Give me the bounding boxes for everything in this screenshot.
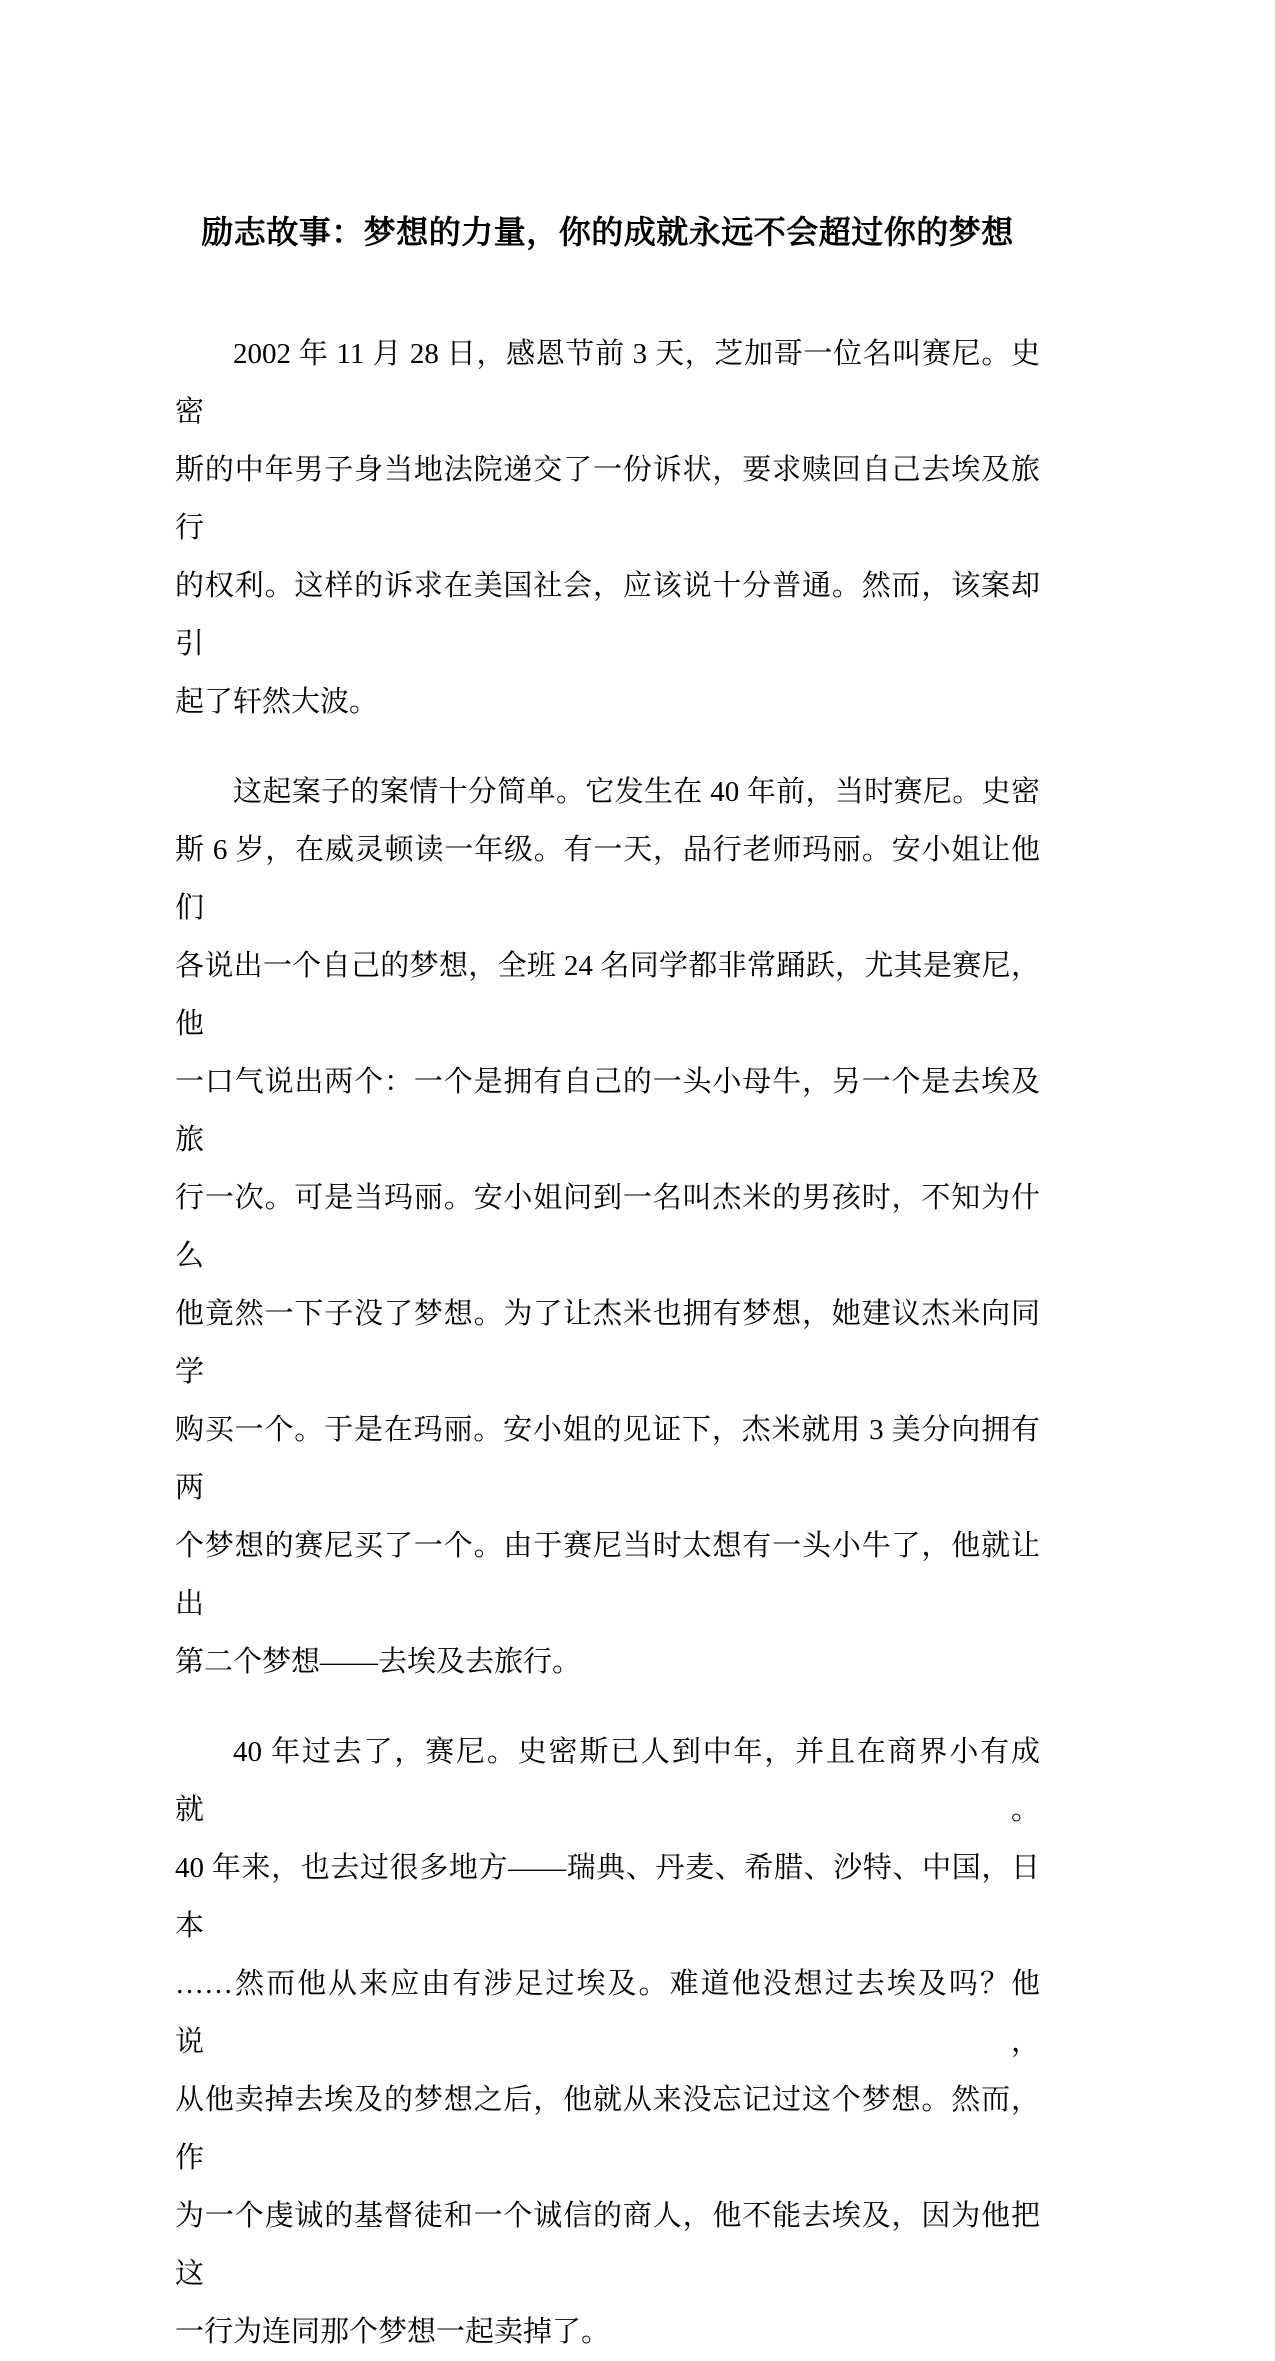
text-line: 购买一个。于是在玛丽。安小姐的见证下，杰米就用 3 美分向拥有两 [175, 1414, 1040, 1504]
paragraph-1 [175, 325, 1040, 731]
text-line: 各说出一个自己的梦想，全班 24 名同学都非常踊跃，尤其是赛尼，他 [175, 950, 1040, 1040]
text-line: 40 年来，也去过很多地方——瑞典、丹麦、希腊、沙特、中国，日本 [175, 1852, 1040, 1942]
text-line: 个梦想的赛尼买了一个。由于赛尼当时太想有一头小牛了，他就让出 [175, 1530, 1040, 1620]
text-line: 起了轩然大波。 [175, 686, 379, 718]
text-line: 行一次。可是当玛丽。安小姐问到一名叫杰米的男孩时，不知为什么 [175, 1182, 1040, 1272]
text-line: 2002 年 11 月 28 日，感恩节前 3 天，芝加哥一位名叫赛尼。史密 [175, 338, 1040, 428]
text-line: 为一个虔诚的基督徒和一个诚信的商人，他不能去埃及，因为他把这 [175, 2200, 1040, 2290]
text-line: 这起案子的案情十分简单。它发生在 40 年前，当时赛尼。史密 [233, 776, 1040, 808]
text-line: 从他卖掉去埃及的梦想之后，他就从来没忘记过这个梦想。然而，作 [175, 2084, 1040, 2174]
document-title: 励志故事：梦想的力量，你的成就永远不会超过你的梦想 [201, 214, 1014, 250]
document-page [0, 210, 1275, 2348]
paragraph-2 [175, 763, 1040, 1691]
text-line: 一行为连同那个梦想一起卖掉了。 [175, 2316, 611, 2348]
text-line: 斯的中年男子身当地法院递交了一份诉状，要求赎回自己去埃及旅行 [175, 454, 1040, 544]
document-body [175, 325, 1040, 2361]
text-line: 第二个梦想——去埃及去旅行。 [175, 1646, 582, 1678]
text-line: 斯 6 岁，在威灵顿读一年级。有一天，品行老师玛丽。安小姐让他们 [175, 834, 1040, 924]
text-line: 40 年过去了，赛尼。史密斯已人到中年，并且在商界小有成就。 [175, 1736, 1040, 1826]
text-line: 一口气说出两个：一个是拥有自己的一头小母牛，另一个是去埃及旅 [175, 1066, 1040, 1156]
paragraph-3 [175, 1723, 1040, 2361]
text-line: 他竟然一下子没了梦想。为了让杰米也拥有梦想，她建议杰米向同学 [175, 1298, 1040, 1388]
text-line: ……然而他从来应由有涉足过埃及。难道他没想过去埃及吗？他说， [175, 1968, 1040, 2058]
text-line: 的权利。这样的诉求在美国社会，应该说十分普通。然而，该案却引 [175, 570, 1040, 660]
document-content [175, 210, 1040, 2361]
